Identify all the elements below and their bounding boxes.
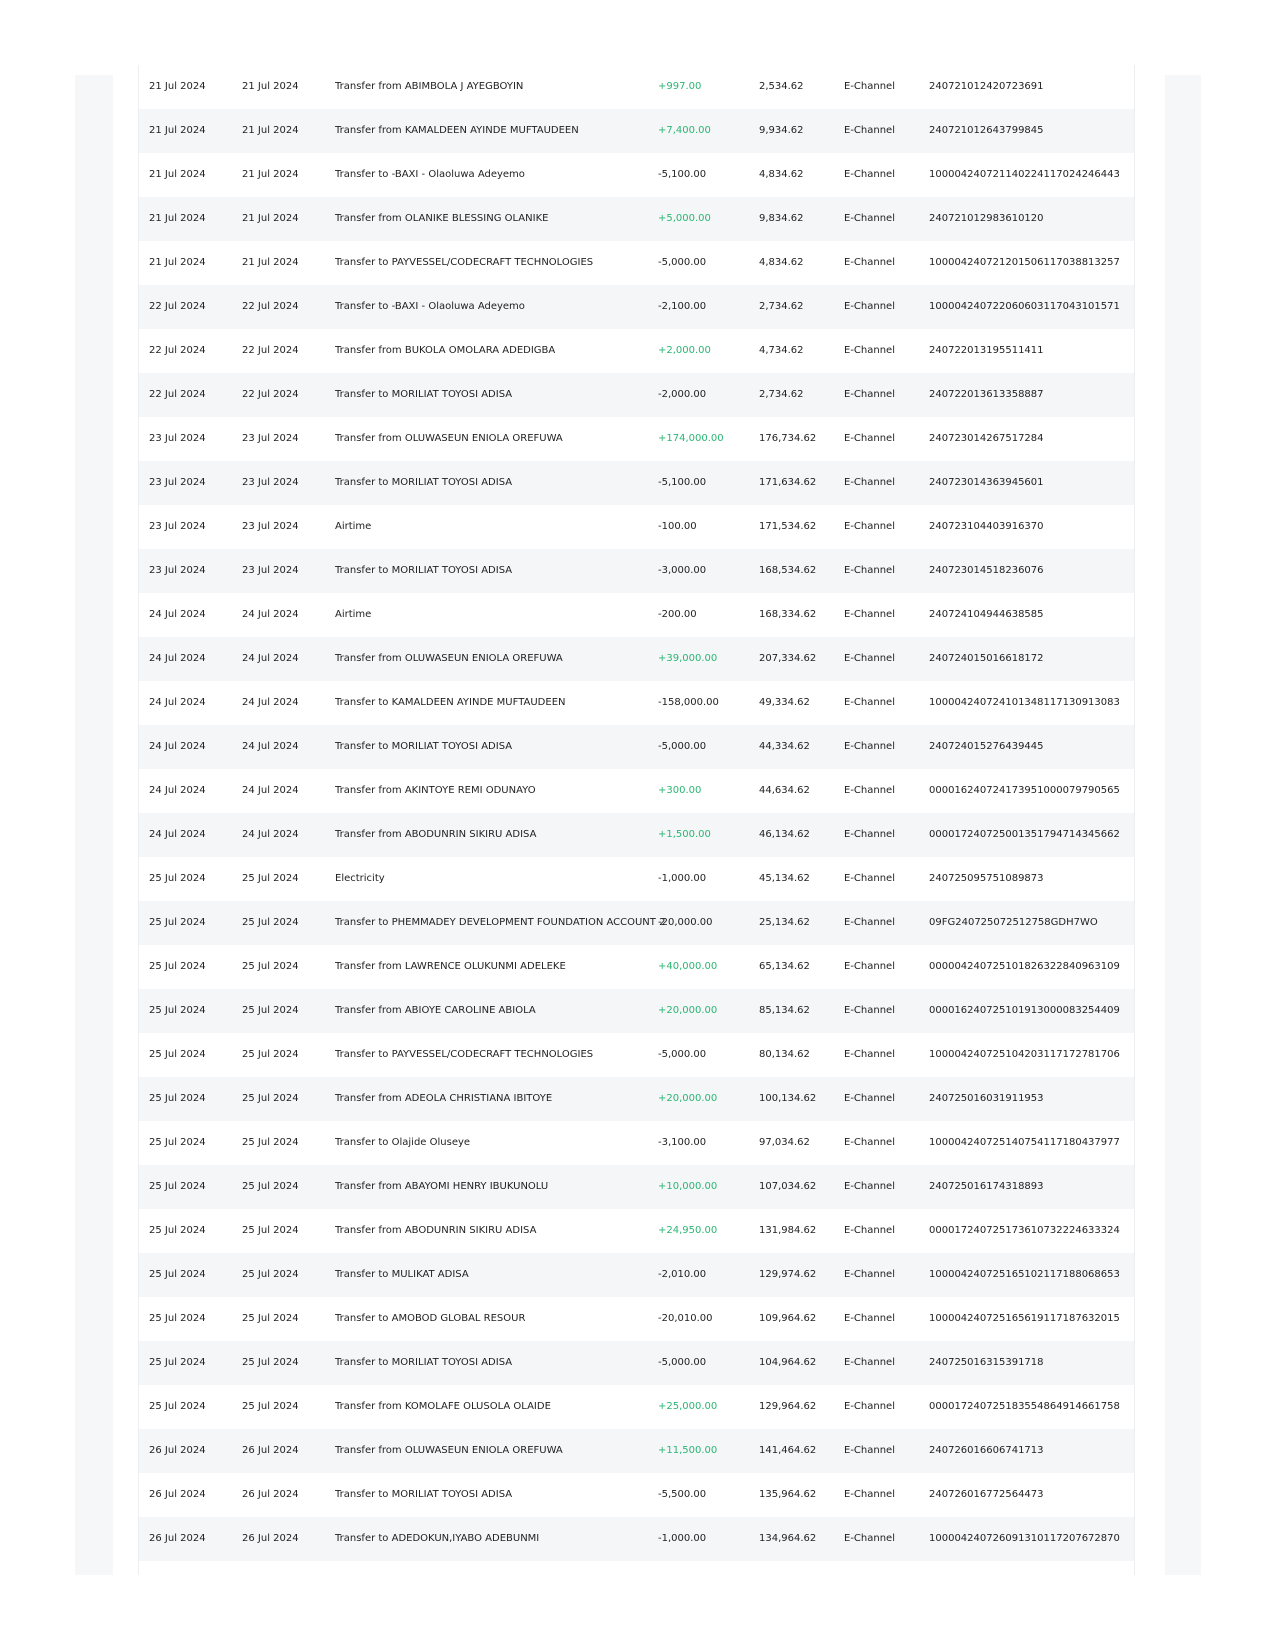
transaction-date: 24 Jul 2024: [149, 829, 206, 840]
channel: E-Channel: [844, 1313, 895, 1324]
balance: 100,134.62: [759, 1093, 817, 1104]
value-date: 26 Jul 2024: [242, 1445, 299, 1456]
reference-number: 100004240725165619117187632015: [929, 1313, 1120, 1324]
transaction-date: 25 Jul 2024: [149, 961, 206, 972]
value-date: 23 Jul 2024: [242, 521, 299, 532]
channel: E-Channel: [844, 1049, 895, 1060]
balance: 107,034.62: [759, 1181, 817, 1192]
reference-number: 240724015276439445: [929, 741, 1044, 752]
transaction-amount: -1,000.00: [658, 873, 707, 884]
table-row: [139, 1341, 1134, 1385]
transaction-description: Transfer from ABIOYE CAROLINE ABIOLA: [335, 1005, 536, 1016]
channel: E-Channel: [844, 1445, 895, 1456]
transaction-amount: -5,000.00: [658, 257, 707, 268]
reference-number: 240724015016618172: [929, 653, 1044, 664]
transaction-date: 26 Jul 2024: [149, 1533, 206, 1544]
table-row: [139, 725, 1134, 769]
transaction-amount: +10,000.00: [658, 1181, 718, 1192]
balance: 131,984.62: [759, 1225, 817, 1236]
table-row: [139, 1165, 1134, 1209]
reference-number: 000017240725173610732224633324: [929, 1225, 1120, 1236]
reference-number: 100004240722060603117043101571: [929, 301, 1120, 312]
channel: E-Channel: [844, 1225, 895, 1236]
transaction-date: 26 Jul 2024: [149, 1445, 206, 1456]
reference-number: 240724104944638585: [929, 609, 1044, 620]
table-row: [139, 945, 1134, 989]
channel: E-Channel: [844, 1401, 895, 1412]
table-row: [139, 637, 1134, 681]
transaction-amount: -5,000.00: [658, 741, 707, 752]
reference-number: 100004240726091310117207672870: [929, 1533, 1120, 1544]
transaction-amount: +300.00: [658, 785, 702, 796]
channel: E-Channel: [844, 389, 895, 400]
transactions-table-body: [139, 65, 1134, 1561]
balance: 104,964.62: [759, 1357, 817, 1368]
channel: E-Channel: [844, 345, 895, 356]
channel: E-Channel: [844, 609, 895, 620]
value-date: 23 Jul 2024: [242, 433, 299, 444]
transaction-description: Transfer from ABAYOMI HENRY IBUKUNOLU: [335, 1181, 549, 1192]
transaction-amount: -3,000.00: [658, 565, 707, 576]
balance: 49,334.62: [759, 697, 810, 708]
value-date: 25 Jul 2024: [242, 1005, 299, 1016]
reference-number: 240725095751089873: [929, 873, 1044, 884]
reference-number: 240723014518236076: [929, 565, 1044, 576]
balance: 171,634.62: [759, 477, 817, 488]
table-row: [139, 681, 1134, 725]
transaction-amount: +24,950.00: [658, 1225, 718, 1236]
transaction-date: 23 Jul 2024: [149, 477, 206, 488]
channel: E-Channel: [844, 169, 895, 180]
channel: E-Channel: [844, 1181, 895, 1192]
value-date: 25 Jul 2024: [242, 1357, 299, 1368]
transaction-description: Transfer to MORILIAT TOYOSI ADISA: [335, 477, 513, 488]
balance: 65,134.62: [759, 961, 810, 972]
channel: E-Channel: [844, 81, 895, 92]
channel: E-Channel: [844, 741, 895, 752]
channel: E-Channel: [844, 1093, 895, 1104]
transaction-date: 22 Jul 2024: [149, 345, 206, 356]
table-row: [139, 813, 1134, 857]
table-row: [139, 901, 1134, 945]
value-date: 21 Jul 2024: [242, 213, 299, 224]
value-date: 25 Jul 2024: [242, 1181, 299, 1192]
table-row: [139, 329, 1134, 373]
reference-number: 240723104403916370: [929, 521, 1044, 532]
value-date: 21 Jul 2024: [242, 81, 299, 92]
reference-number: 09FG240725072512758GDH7WO: [929, 917, 1098, 928]
transaction-description: Transfer from OLUWASEUN ENIOLA OREFUWA: [335, 433, 563, 444]
reference-number: 000017240725001351794714345662: [929, 829, 1120, 840]
transaction-date: 25 Jul 2024: [149, 1181, 206, 1192]
balance: 129,974.62: [759, 1269, 817, 1280]
channel: E-Channel: [844, 213, 895, 224]
balance: 207,334.62: [759, 653, 817, 664]
transaction-date: 25 Jul 2024: [149, 1357, 206, 1368]
reference-number: 240725016031911953: [929, 1093, 1044, 1104]
transaction-date: 25 Jul 2024: [149, 1093, 206, 1104]
balance: 134,964.62: [759, 1533, 817, 1544]
balance: 4,834.62: [759, 169, 804, 180]
transactions-table: [138, 65, 1135, 1575]
transaction-description: Transfer to MORILIAT TOYOSI ADISA: [335, 1357, 513, 1368]
balance: 135,964.62: [759, 1489, 817, 1500]
reference-number: 240723014363945601: [929, 477, 1044, 488]
transaction-description: Transfer from KAMALDEEN AYINDE MUFTAUDEEN: [335, 125, 579, 136]
table-row: [139, 857, 1134, 901]
transaction-description: Transfer to KAMALDEEN AYINDE MUFTAUDEEN: [335, 697, 566, 708]
transaction-amount: +20,000.00: [658, 1093, 718, 1104]
transaction-description: Transfer from ABODUNRIN SIKIRU ADISA: [335, 829, 537, 840]
transaction-amount: +5,000.00: [658, 213, 711, 224]
value-date: 24 Jul 2024: [242, 697, 299, 708]
transaction-description: Airtime: [335, 609, 372, 620]
value-date: 25 Jul 2024: [242, 1401, 299, 1412]
channel: E-Channel: [844, 1269, 895, 1280]
value-date: 22 Jul 2024: [242, 389, 299, 400]
transaction-date: 26 Jul 2024: [149, 1489, 206, 1500]
table-row: [139, 153, 1134, 197]
transaction-description: Transfer to -BAXI - Olaoluwa Adeyemo: [335, 169, 525, 180]
transaction-date: 25 Jul 2024: [149, 1137, 206, 1148]
transaction-date: 21 Jul 2024: [149, 257, 206, 268]
balance: 168,534.62: [759, 565, 817, 576]
value-date: 25 Jul 2024: [242, 917, 299, 928]
balance: 129,964.62: [759, 1401, 817, 1412]
table-row: [139, 1121, 1134, 1165]
transaction-date: 23 Jul 2024: [149, 565, 206, 576]
transaction-description: Transfer to AMOBOD GLOBAL RESOUR: [335, 1313, 526, 1324]
channel: E-Channel: [844, 257, 895, 268]
table-row: [139, 549, 1134, 593]
transaction-description: Transfer from BUKOLA OMOLARA ADEDIGBA: [335, 345, 556, 356]
reference-number: 100004240725140754117180437977: [929, 1137, 1120, 1148]
transaction-date: 25 Jul 2024: [149, 1049, 206, 1060]
table-row: [139, 1385, 1134, 1429]
reference-number: 100004240721201506117038813257: [929, 257, 1120, 268]
reference-number: 100004240725165102117188068653: [929, 1269, 1120, 1280]
transaction-amount: +2,000.00: [658, 345, 711, 356]
table-row: [139, 769, 1134, 813]
transaction-description: Transfer from OLUWASEUN ENIOLA OREFUWA: [335, 653, 563, 664]
value-date: 26 Jul 2024: [242, 1533, 299, 1544]
balance: 109,964.62: [759, 1313, 817, 1324]
transaction-amount: -3,100.00: [658, 1137, 707, 1148]
channel: E-Channel: [844, 1489, 895, 1500]
transaction-amount: +7,400.00: [658, 125, 711, 136]
transaction-amount: -158,000.00: [658, 697, 719, 708]
transaction-description: Transfer to -BAXI - Olaoluwa Adeyemo: [335, 301, 525, 312]
transaction-amount: -5,100.00: [658, 477, 707, 488]
channel: E-Channel: [844, 301, 895, 312]
balance: 45,134.62: [759, 873, 810, 884]
balance: 25,134.62: [759, 917, 810, 928]
value-date: 23 Jul 2024: [242, 477, 299, 488]
table-row: [139, 109, 1134, 153]
transaction-description: Transfer to MORILIAT TOYOSI ADISA: [335, 389, 513, 400]
reference-number: 000017240725183554864914661758: [929, 1401, 1120, 1412]
table-row: [139, 1429, 1134, 1473]
channel: E-Channel: [844, 653, 895, 664]
transaction-amount: -2,100.00: [658, 301, 707, 312]
transaction-amount: +20,000.00: [658, 1005, 718, 1016]
reference-number: 240721012643799845: [929, 125, 1044, 136]
transaction-amount: -200.00: [658, 609, 697, 620]
transaction-description: Transfer from ABODUNRIN SIKIRU ADISA: [335, 1225, 537, 1236]
transaction-amount: +997.00: [658, 81, 702, 92]
table-row: [139, 197, 1134, 241]
reference-number: 240726016772564473: [929, 1489, 1044, 1500]
transaction-date: 23 Jul 2024: [149, 521, 206, 532]
balance: 141,464.62: [759, 1445, 817, 1456]
table-row: [139, 593, 1134, 637]
balance: 171,534.62: [759, 521, 817, 532]
reference-number: 100004240725104203117172781706: [929, 1049, 1120, 1060]
table-row: [139, 373, 1134, 417]
value-date: 24 Jul 2024: [242, 653, 299, 664]
transaction-description: Transfer to MORILIAT TOYOSI ADISA: [335, 1489, 513, 1500]
balance: 2,534.62: [759, 81, 804, 92]
transaction-description: Transfer to MORILIAT TOYOSI ADISA: [335, 565, 513, 576]
balance: 2,734.62: [759, 301, 804, 312]
balance: 168,334.62: [759, 609, 817, 620]
balance: 44,634.62: [759, 785, 810, 796]
transaction-description: Transfer from ABIMBOLA J AYEGBOYIN: [335, 81, 524, 92]
transaction-date: 21 Jul 2024: [149, 213, 206, 224]
table-row: [139, 1517, 1134, 1561]
transaction-description: Electricity: [335, 873, 385, 884]
transaction-date: 25 Jul 2024: [149, 1269, 206, 1280]
transaction-amount: -5,100.00: [658, 169, 707, 180]
transaction-amount: +11,500.00: [658, 1445, 718, 1456]
table-row: [139, 505, 1134, 549]
balance: 44,334.62: [759, 741, 810, 752]
reference-number: 000016240724173951000079790565: [929, 785, 1120, 796]
reference-number: 240722013613358887: [929, 389, 1044, 400]
reference-number: 240726016606741713: [929, 1445, 1044, 1456]
transaction-date: 25 Jul 2024: [149, 1313, 206, 1324]
value-date: 21 Jul 2024: [242, 169, 299, 180]
transaction-date: 21 Jul 2024: [149, 125, 206, 136]
value-date: 25 Jul 2024: [242, 1313, 299, 1324]
transaction-date: 21 Jul 2024: [149, 81, 206, 92]
transaction-date: 23 Jul 2024: [149, 433, 206, 444]
balance: 46,134.62: [759, 829, 810, 840]
transaction-amount: -1,000.00: [658, 1533, 707, 1544]
reference-number: 240725016315391718: [929, 1357, 1044, 1368]
table-row: [139, 1473, 1134, 1517]
balance: 80,134.62: [759, 1049, 810, 1060]
value-date: 26 Jul 2024: [242, 1489, 299, 1500]
balance: 2,734.62: [759, 389, 804, 400]
channel: E-Channel: [844, 433, 895, 444]
transaction-amount: -2,010.00: [658, 1269, 707, 1280]
transaction-amount: -5,000.00: [658, 1049, 707, 1060]
transaction-date: 25 Jul 2024: [149, 873, 206, 884]
reference-number: 000016240725101913000083254409: [929, 1005, 1120, 1016]
transaction-amount: -20,010.00: [658, 1313, 713, 1324]
transaction-date: 22 Jul 2024: [149, 389, 206, 400]
transaction-description: Transfer from AKINTOYE REMI ODUNAYO: [335, 785, 536, 796]
transaction-description: Transfer to MORILIAT TOYOSI ADISA: [335, 741, 513, 752]
transaction-date: 25 Jul 2024: [149, 1401, 206, 1412]
table-row: [139, 461, 1134, 505]
reference-number: 000004240725101826322840963109: [929, 961, 1120, 972]
transaction-amount: -20,000.00: [658, 917, 713, 928]
transaction-description: Transfer from KOMOLAFE OLUSOLA OLAIDE: [335, 1401, 551, 1412]
value-date: 25 Jul 2024: [242, 961, 299, 972]
transaction-description: Transfer to PHEMMADEY DEVELOPMENT FOUNDATION ACCOUNT 2: [335, 917, 666, 928]
transaction-description: Transfer from ADEOLA CHRISTIANA IBITOYE: [335, 1093, 553, 1104]
table-row: [139, 241, 1134, 285]
table-row: [139, 1253, 1134, 1297]
channel: E-Channel: [844, 1005, 895, 1016]
transaction-description: Transfer to PAYVESSEL/CODECRAFT TECHNOLOGIES: [335, 257, 594, 268]
channel: E-Channel: [844, 477, 895, 488]
transaction-description: Transfer to MULIKAT ADISA: [335, 1269, 469, 1280]
transaction-date: 24 Jul 2024: [149, 609, 206, 620]
value-date: 21 Jul 2024: [242, 125, 299, 136]
channel: E-Channel: [844, 917, 895, 928]
transaction-amount: +1,500.00: [658, 829, 711, 840]
transaction-description: Transfer to PAYVESSEL/CODECRAFT TECHNOLOGIES: [335, 1049, 594, 1060]
transaction-description: Transfer to ADEDOKUN,IYABO ADEBUNMI: [335, 1533, 540, 1544]
value-date: 25 Jul 2024: [242, 1093, 299, 1104]
table-row: [139, 1033, 1134, 1077]
transaction-date: 24 Jul 2024: [149, 697, 206, 708]
transaction-date: 25 Jul 2024: [149, 1005, 206, 1016]
transaction-amount: +25,000.00: [658, 1401, 718, 1412]
value-date: 22 Jul 2024: [242, 301, 299, 312]
balance: 176,734.62: [759, 433, 817, 444]
right-side-panel: [1165, 75, 1201, 1575]
balance: 4,734.62: [759, 345, 804, 356]
channel: E-Channel: [844, 521, 895, 532]
reference-number: 240721012983610120: [929, 213, 1044, 224]
value-date: 24 Jul 2024: [242, 609, 299, 620]
channel: E-Channel: [844, 829, 895, 840]
transaction-amount: +39,000.00: [658, 653, 718, 664]
transaction-amount: +40,000.00: [658, 961, 718, 972]
channel: E-Channel: [844, 1137, 895, 1148]
value-date: 24 Jul 2024: [242, 785, 299, 796]
value-date: 22 Jul 2024: [242, 345, 299, 356]
table-row: [139, 1297, 1134, 1341]
transaction-date: 24 Jul 2024: [149, 741, 206, 752]
table-row: [139, 285, 1134, 329]
balance: 85,134.62: [759, 1005, 810, 1016]
table-row: [139, 989, 1134, 1033]
transaction-description: Transfer from LAWRENCE OLUKUNMI ADELEKE: [335, 961, 566, 972]
transaction-amount: -100.00: [658, 521, 697, 532]
transaction-date: 22 Jul 2024: [149, 301, 206, 312]
channel: E-Channel: [844, 1533, 895, 1544]
transaction-amount: +174,000.00: [658, 433, 724, 444]
value-date: 23 Jul 2024: [242, 565, 299, 576]
transaction-date: 25 Jul 2024: [149, 1225, 206, 1236]
table-row: [139, 417, 1134, 461]
channel: E-Channel: [844, 961, 895, 972]
reference-number: 240723014267517284: [929, 433, 1044, 444]
value-date: 24 Jul 2024: [242, 741, 299, 752]
channel: E-Channel: [844, 785, 895, 796]
channel: E-Channel: [844, 697, 895, 708]
transaction-description: Transfer to Olajide Oluseye: [335, 1137, 471, 1148]
value-date: 25 Jul 2024: [242, 1137, 299, 1148]
value-date: 25 Jul 2024: [242, 1049, 299, 1060]
transaction-date: 24 Jul 2024: [149, 653, 206, 664]
reference-number: 100004240721140224117024246443: [929, 169, 1120, 180]
left-side-panel: [75, 75, 113, 1575]
value-date: 25 Jul 2024: [242, 1269, 299, 1280]
transaction-description: Airtime: [335, 521, 372, 532]
value-date: 25 Jul 2024: [242, 1225, 299, 1236]
channel: E-Channel: [844, 565, 895, 576]
transaction-date: 21 Jul 2024: [149, 169, 206, 180]
transaction-amount: -2,000.00: [658, 389, 707, 400]
transaction-date: 24 Jul 2024: [149, 785, 206, 796]
channel: E-Channel: [844, 873, 895, 884]
value-date: 25 Jul 2024: [242, 873, 299, 884]
reference-number: 240722013195511411: [929, 345, 1044, 356]
channel: E-Channel: [844, 1357, 895, 1368]
value-date: 24 Jul 2024: [242, 829, 299, 840]
balance: 97,034.62: [759, 1137, 810, 1148]
table-row: [139, 1077, 1134, 1121]
balance: 4,834.62: [759, 257, 804, 268]
balance: 9,834.62: [759, 213, 804, 224]
transaction-description: Transfer from OLUWASEUN ENIOLA OREFUWA: [335, 1445, 563, 1456]
transaction-date: 25 Jul 2024: [149, 917, 206, 928]
table-row: [139, 65, 1134, 109]
table-row: [139, 1209, 1134, 1253]
channel: E-Channel: [844, 125, 895, 136]
reference-number: 100004240724101348117130913083: [929, 697, 1120, 708]
value-date: 21 Jul 2024: [242, 257, 299, 268]
transaction-amount: -5,500.00: [658, 1489, 707, 1500]
balance: 9,934.62: [759, 125, 804, 136]
reference-number: 240721012420723691: [929, 81, 1044, 92]
transaction-amount: -5,000.00: [658, 1357, 707, 1368]
reference-number: 240725016174318893: [929, 1181, 1044, 1192]
transaction-description: Transfer from OLANIKE BLESSING OLANIKE: [335, 213, 549, 224]
